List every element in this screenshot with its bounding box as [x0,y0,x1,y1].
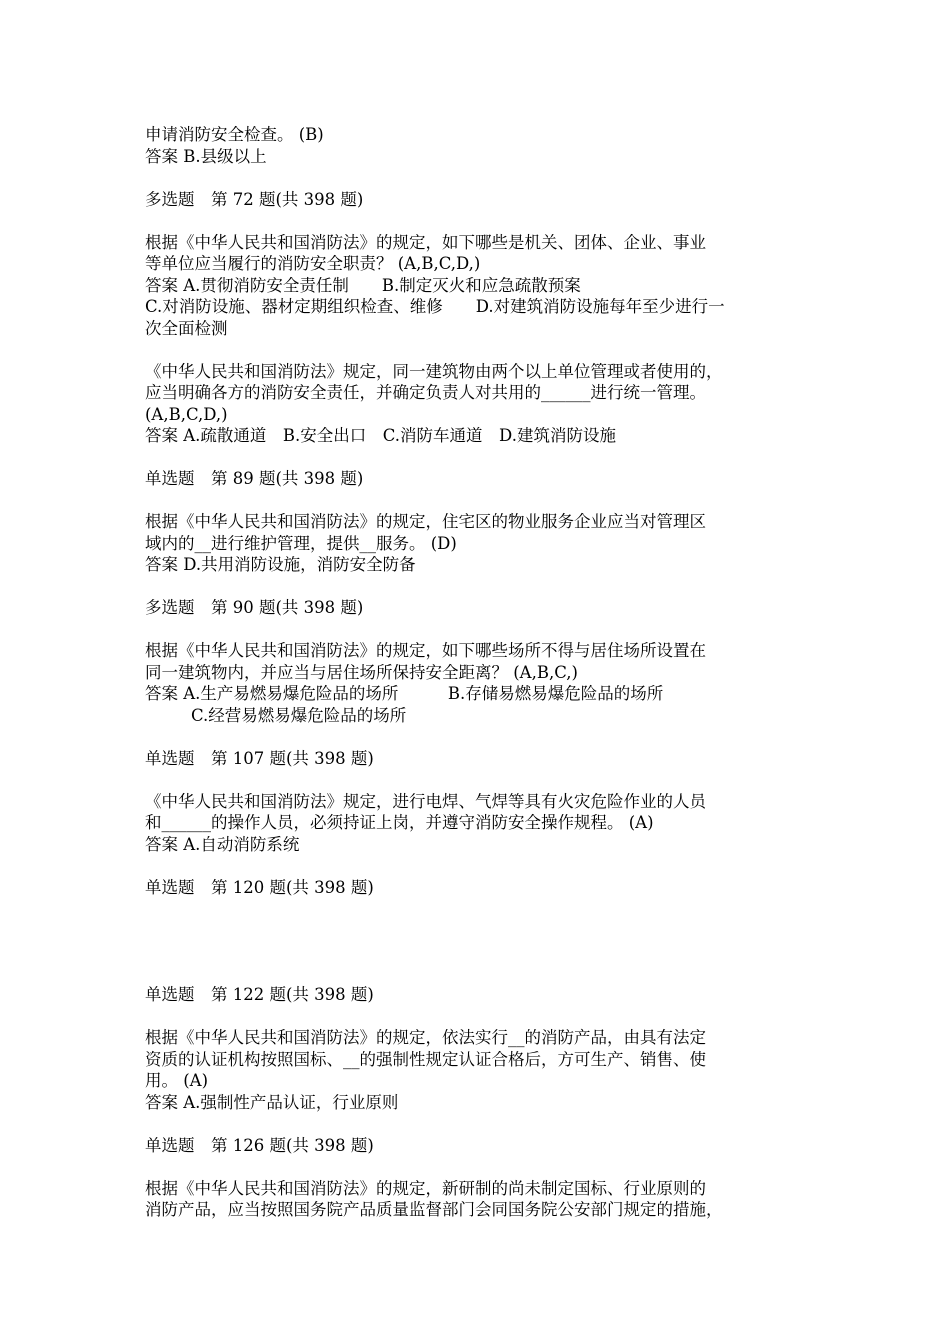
question-header: 多选题 第 72 题(共 398 题) [145,189,364,209]
question-text: 资质的认证机构按照国标、__的强制性规定认证合格后，方可生产、销售、使 [145,1049,706,1069]
answer-line: 答案 A.疏散通道 B.安全出口 C.消防车通道 D.建筑消防设施 [145,426,616,445]
question-text: 根据《中华人民共和国消防法》的规定，住宅区的物业服务企业应当对管理区 [145,512,706,531]
question-text: 域内的__进行维护管理，提供__服务。 (D) [145,533,457,553]
answer-line: C.对消防设施、器材定期组织检查、维修 D.对建筑消防设施每年至少进行一 [145,297,725,316]
question-text: 申请消防安全检查。 (B) [145,125,324,144]
question-text: 根据《中华人民共和国消防法》的规定，如下哪些场所不得与居住场所设置在 [145,641,706,660]
question-text: 同一建筑物内，并应当与居住场所保持安全距离？ (A,B,C,) [145,662,578,682]
question-header: 单选题 第 126 题(共 398 题) [145,1135,374,1155]
answer-line: 答案 A.自动消防系统 [145,834,300,854]
question-header: 单选题 第 107 题(共 398 题) [145,748,374,768]
question-header: 单选题 第 120 题(共 398 题) [145,877,374,897]
question-text: 用。 (A) [145,1071,209,1090]
question-text: 根据《中华人民共和国消防法》的规定，新研制的尚未制定国标、行业原则的 [145,1178,706,1198]
answer-line: 答案 A.贯彻消防安全责任制 B.制定灭火和应急疏散预案 [145,275,581,295]
question-text: 《中华人民共和国消防法》规定，同一建筑物由两个以上单位管理或者使用的， [145,361,723,381]
question-text: 应当明确各方的消防安全责任，并确定负责人对共用的______进行统一管理。 [145,383,706,402]
answer-line: C.经营易燃易爆危险品的场所 [191,705,407,725]
question-header: 单选题 第 89 题(共 398 题) [145,469,364,488]
answer-line: 答案 A.强制性产品认证，行业原则 [145,1092,399,1112]
document-body [145,124,825,1221]
question-header: 单选题 第 122 题(共 398 题) [145,985,374,1004]
question-text: 根据《中华人民共和国消防法》的规定，依法实行__的消防产品，由具有法定 [145,1028,706,1047]
question-text: (A,B,C,D,) [145,404,228,424]
question-text: 消防产品，应当按照国务院产品质量监督部门会同国务院公安部门规定的措施， [145,1200,723,1219]
answer-line: 次全面检测 [145,318,228,338]
question-text: 和______的操作人员，必须持证上岗，并遵守消防安全操作规程。 (A) [145,813,654,832]
question-text: 根据《中华人民共和国消防法》的规定，如下哪些是机关、团体、企业、事业 [145,232,706,252]
question-text: 《中华人民共和国消防法》规定，进行电焊、气焊等具有火灾危险作业的人员 [145,791,706,811]
answer-line: 答案 B.县级以上 [145,146,267,166]
question-text: 等单位应当履行的消防安全职责？ (A,B,C,D,) [145,254,481,273]
question-header: 多选题 第 90 题(共 398 题) [145,598,364,617]
answer-line: 答案 D.共用消防设施，消防安全防备 [145,555,416,574]
answer-line: 答案 A.生产易燃易爆危险品的场所 B.存储易燃易爆危险品的场所 [145,684,664,703]
